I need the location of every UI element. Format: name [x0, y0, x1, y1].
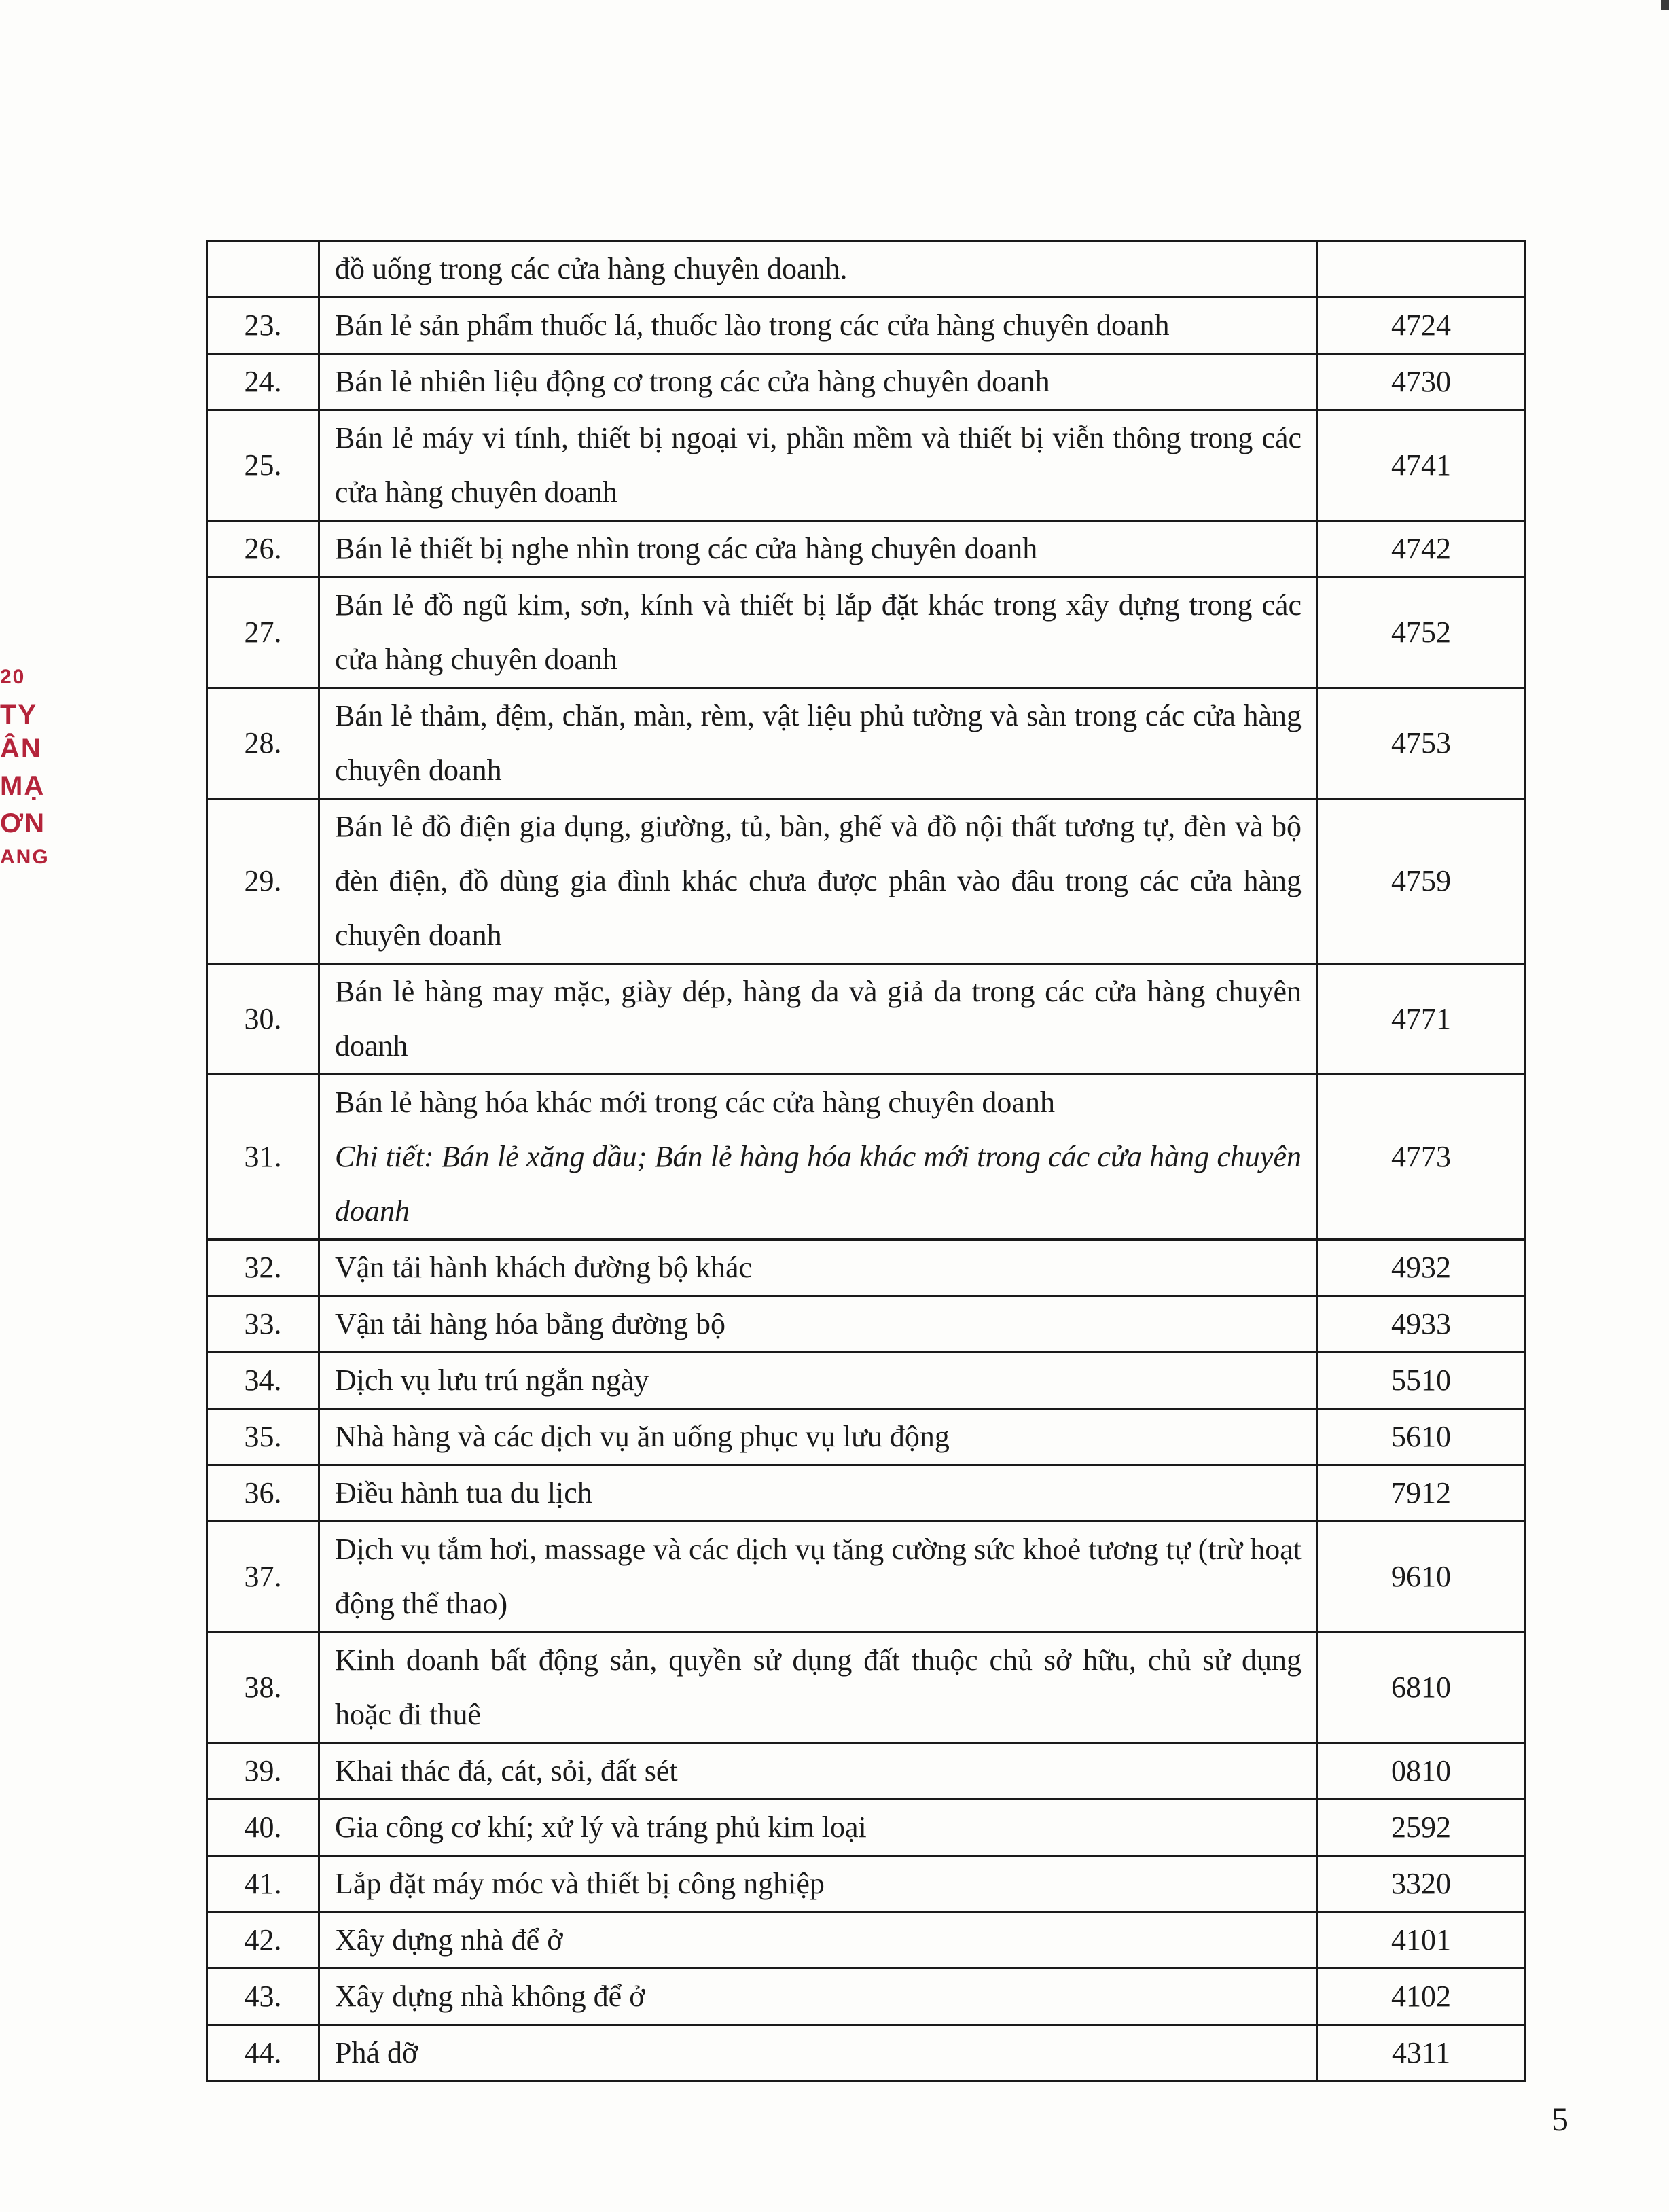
table-row	[207, 1743, 1525, 1800]
row-number: 40.	[207, 1800, 319, 1856]
row-code: 4752	[1318, 577, 1525, 688]
row-description: Bán lẻ thảm, đệm, chăn, màn, rèm, vật liệu phủ tường và sàn trong các cửa hàng chuyên doanh	[335, 699, 1302, 787]
row-number: 34.	[207, 1353, 319, 1409]
table-row	[207, 1296, 1525, 1353]
table-row	[207, 410, 1525, 521]
seal-line: ÂN	[0, 734, 42, 764]
row-description-cell	[319, 799, 1318, 964]
table-row	[207, 1522, 1525, 1633]
row-description: Xây dựng nhà không để ở	[335, 1980, 645, 2013]
seal-line: MẠ	[0, 771, 46, 801]
row-number: 26.	[207, 521, 319, 577]
table-row	[207, 1353, 1525, 1409]
table-row	[207, 688, 1525, 799]
row-code: 4753	[1318, 688, 1525, 799]
row-number: 35.	[207, 1409, 319, 1465]
row-description: Bán lẻ đồ ngũ kim, sơn, kính và thiết bị lắp đặt khác trong xây dựng trong các cửa hàng chuyên doanh	[335, 588, 1302, 676]
row-description-cell	[319, 1296, 1318, 1353]
row-number: 27.	[207, 577, 319, 688]
table-row	[207, 1800, 1525, 1856]
row-description-cell	[319, 964, 1318, 1075]
row-description: Lắp đặt máy móc và thiết bị công nghiệp	[335, 1867, 825, 1900]
row-code: 4932	[1318, 1240, 1525, 1296]
row-description-cell	[319, 1075, 1318, 1240]
row-description-cell	[319, 1969, 1318, 2025]
row-description: Điều hành tua du lịch	[335, 1476, 592, 1510]
row-code: 4933	[1318, 1296, 1525, 1353]
seal-line: ƠN	[0, 808, 46, 838]
row-number	[207, 241, 319, 298]
row-code: 3320	[1318, 1856, 1525, 1912]
row-description: Gia công cơ khí; xử lý và tráng phủ kim loại	[335, 1810, 867, 1844]
row-description: Bán lẻ máy vi tính, thiết bị ngoại vi, phần mềm và thiết bị viễn thông trong các cửa hàng chuyên doanh	[335, 421, 1302, 509]
row-code: 4773	[1318, 1075, 1525, 1240]
row-code: 4101	[1318, 1912, 1525, 1969]
row-description-cell	[319, 1633, 1318, 1743]
table-row	[207, 1465, 1525, 1522]
row-description: Bán lẻ thiết bị nghe nhìn trong các cửa hàng chuyên doanh	[335, 532, 1038, 565]
row-code: 5510	[1318, 1353, 1525, 1409]
row-number: 28.	[207, 688, 319, 799]
row-description: Phá dỡ	[335, 2036, 418, 2069]
row-description-cell	[319, 2025, 1318, 2082]
row-number: 30.	[207, 964, 319, 1075]
row-description-cell	[319, 1465, 1318, 1522]
table-row	[207, 521, 1525, 577]
row-code: 4730	[1318, 354, 1525, 410]
row-description: Bán lẻ đồ điện gia dụng, giường, tủ, bàn, ghế và đồ nội thất tương tự, đèn và bộ đèn điện, đồ dùng gia đình khác chưa được phân vào đâu trong các cửa hàng chuyên doanh	[335, 810, 1302, 952]
row-description: đồ uống trong các cửa hàng chuyên doanh.	[335, 252, 848, 285]
row-description-cell	[319, 1409, 1318, 1465]
row-code: 4771	[1318, 964, 1525, 1075]
row-description: Vận tải hàng hóa bằng đường bộ	[335, 1307, 725, 1340]
row-description-cell	[319, 1912, 1318, 1969]
row-description: Bán lẻ nhiên liệu động cơ trong các cửa hàng chuyên doanh	[335, 365, 1050, 398]
business-lines-table	[206, 240, 1526, 2082]
row-description: Bán lẻ hàng may mặc, giày dép, hàng da và giả da trong các cửa hàng chuyên doanh	[335, 975, 1302, 1063]
row-code: 2592	[1318, 1800, 1525, 1856]
company-seal-fragment	[0, 652, 68, 938]
table-row	[207, 799, 1525, 964]
table-row	[207, 2025, 1525, 2082]
row-number: 39.	[207, 1743, 319, 1800]
seal-line: TY	[0, 700, 38, 730]
row-description: Nhà hàng và các dịch vụ ăn uống phục vụ lưu động	[335, 1420, 950, 1453]
table-row	[207, 1409, 1525, 1465]
row-description-cell	[319, 1800, 1318, 1856]
row-description: Kinh doanh bất động sản, quyền sử dụng đất thuộc chủ sở hữu, chủ sử dụng hoặc đi thuê	[335, 1643, 1302, 1731]
row-number: 33.	[207, 1296, 319, 1353]
row-description-cell	[319, 410, 1318, 521]
row-code: 4759	[1318, 799, 1525, 964]
row-description: Dịch vụ tắm hơi, massage và các dịch vụ tăng cường sức khoẻ tương tự (trừ hoạt động thể thao)	[335, 1533, 1302, 1620]
table-row	[207, 241, 1525, 298]
row-code: 6810	[1318, 1633, 1525, 1743]
row-description-cell	[319, 1856, 1318, 1912]
seal-line: ANG	[0, 846, 50, 868]
row-description: Bán lẻ hàng hóa khác mới trong các cửa hàng chuyên doanh	[335, 1086, 1055, 1119]
table-row	[207, 1912, 1525, 1969]
row-detail: Chi tiết: Bán lẻ xăng dầu; Bán lẻ hàng hóa khác mới trong các cửa hàng chuyên doanh	[335, 1140, 1302, 1228]
row-description: Bán lẻ sản phẩm thuốc lá, thuốc lào trong các cửa hàng chuyên doanh	[335, 308, 1170, 342]
row-description-cell	[319, 688, 1318, 799]
row-code: 4724	[1318, 298, 1525, 354]
row-number: 36.	[207, 1465, 319, 1522]
row-code: 4742	[1318, 521, 1525, 577]
row-code: 4741	[1318, 410, 1525, 521]
row-description: Khai thác đá, cát, sỏi, đất sét	[335, 1754, 678, 1787]
row-number: 32.	[207, 1240, 319, 1296]
table-body	[207, 241, 1525, 2082]
row-number: 24.	[207, 354, 319, 410]
row-code: 4102	[1318, 1969, 1525, 2025]
table-row	[207, 1075, 1525, 1240]
row-code: 5610	[1318, 1409, 1525, 1465]
row-number: 42.	[207, 1912, 319, 1969]
row-number: 43.	[207, 1969, 319, 2025]
row-description-cell	[319, 1240, 1318, 1296]
row-description: Dịch vụ lưu trú ngắn ngày	[335, 1363, 649, 1397]
row-number: 38.	[207, 1633, 319, 1743]
row-description-cell	[319, 577, 1318, 688]
page-number: 5	[1551, 2100, 1568, 2138]
row-number: 23.	[207, 298, 319, 354]
row-description: Xây dựng nhà để ở	[335, 1923, 563, 1957]
table-row	[207, 354, 1525, 410]
row-number: 25.	[207, 410, 319, 521]
row-description-cell	[319, 354, 1318, 410]
row-number: 29.	[207, 799, 319, 964]
row-code: 7912	[1318, 1465, 1525, 1522]
row-code: 9610	[1318, 1522, 1525, 1633]
row-description-cell	[319, 521, 1318, 577]
row-code	[1318, 241, 1525, 298]
row-number: 37.	[207, 1522, 319, 1633]
row-description-cell	[319, 1353, 1318, 1409]
table-row	[207, 1240, 1525, 1296]
row-description-cell	[319, 1522, 1318, 1633]
table-row	[207, 298, 1525, 354]
row-number: 44.	[207, 2025, 319, 2082]
row-description-cell	[319, 298, 1318, 354]
seal-line: 20	[0, 666, 26, 688]
scan-edge-mark	[1661, 0, 1669, 10]
row-code: 0810	[1318, 1743, 1525, 1800]
row-code: 4311	[1318, 2025, 1525, 2082]
row-number: 41.	[207, 1856, 319, 1912]
row-number: 31.	[207, 1075, 319, 1240]
row-description: Vận tải hành khách đường bộ khác	[335, 1251, 753, 1284]
table-row	[207, 964, 1525, 1075]
row-description-cell	[319, 1743, 1318, 1800]
table-row	[207, 1969, 1525, 2025]
table-row	[207, 577, 1525, 688]
table-row	[207, 1856, 1525, 1912]
row-description-cell	[319, 241, 1318, 298]
table-row	[207, 1633, 1525, 1743]
